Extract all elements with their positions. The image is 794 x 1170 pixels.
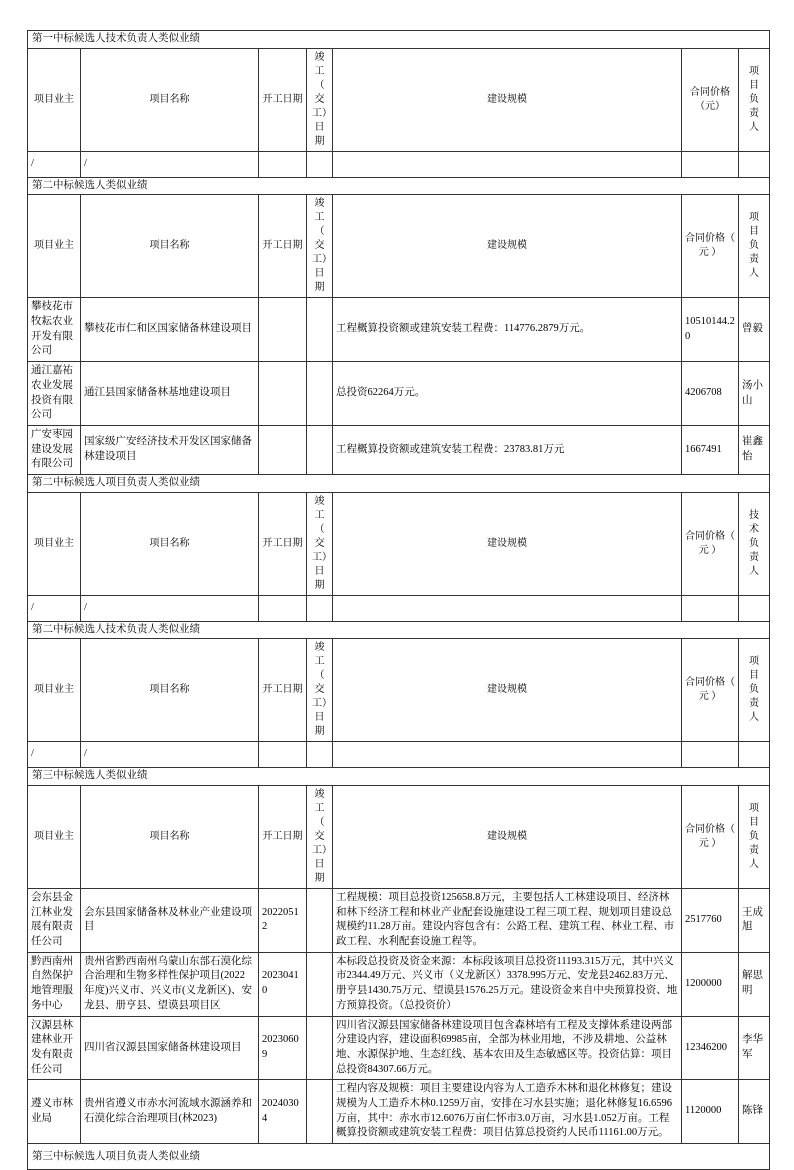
cell-project-owner: 广安枣园建设发展有限公司 <box>28 425 81 474</box>
cell-construction-scale <box>333 151 682 177</box>
cell-project-leader <box>739 151 770 177</box>
table-row <box>28 151 770 177</box>
cell-construction-scale: 工程规模：项目总投资125658.8万元，主要包括人工林建设项目、经济林和林下经济工程和林业产业配套设施建设工程三项工程、规划项目建设总规模约11.28万亩。建设内容包含有：公路工程、建筑工程、林业工程、市政工程、水利配套设施工程等。 <box>333 889 682 953</box>
header-project-leader: 项目负责人 <box>739 639 770 742</box>
section-title-row <box>28 474 770 492</box>
header-project-name: 项目名称 <box>81 786 259 889</box>
header-start-date: 开工日期 <box>259 786 307 889</box>
cell-construction-scale: 总投资62264万元。 <box>333 362 682 426</box>
table-header-row <box>28 786 770 889</box>
table-row <box>28 1016 770 1080</box>
cell-project-leader: 陈锋 <box>739 1080 770 1144</box>
cell-project-leader <box>739 595 770 621</box>
cell-project-name: 攀枝花市仁和区国家储备林建设项目 <box>81 298 259 362</box>
section-title: 第二中标候选人类似业绩 <box>28 177 770 195</box>
header-contract-price: 合同价格（ 元 ） <box>682 492 739 595</box>
cell-project-owner: 黔西南州自然保护地管理服务中心 <box>28 952 81 1016</box>
cell-contract-price: 4206708 <box>682 362 739 426</box>
header-contract-price: 合同价格（ 元 ） <box>682 195 739 298</box>
cell-project-leader: 汤小山 <box>739 362 770 426</box>
cell-project-name: 通江县国家储备林基地建设项目 <box>81 362 259 426</box>
cell-project-owner: 遵义市林业局 <box>28 1080 81 1144</box>
cell-contract-price: 1120000 <box>682 1080 739 1144</box>
cell-project-name: / <box>81 151 259 177</box>
cell-completion-date <box>307 151 333 177</box>
header-construction-scale: 建设规模 <box>333 48 682 151</box>
section-title: 第三中标候选人类似业绩 <box>28 768 770 786</box>
cell-completion-date <box>307 362 333 426</box>
cell-project-owner: / <box>28 742 81 768</box>
cell-construction-scale <box>333 742 682 768</box>
section-title: 第二中标候选人项目负责人类似业绩 <box>28 474 770 492</box>
cell-project-owner: / <box>28 151 81 177</box>
cell-completion-date <box>307 1080 333 1144</box>
header-project-leader: 技术负责人 <box>739 492 770 595</box>
cell-project-name: / <box>81 595 259 621</box>
cell-project-leader <box>739 742 770 768</box>
header-construction-scale: 建设规模 <box>333 492 682 595</box>
header-contract-price: 合同价格（ 元 ） <box>682 639 739 742</box>
header-project-name: 项目名称 <box>81 195 259 298</box>
cell-start-date: 20240304 <box>259 1080 307 1144</box>
cell-start-date: 20230410 <box>259 952 307 1016</box>
section-title: 第三中标候选人项目负责人类似业绩 <box>28 1144 770 1170</box>
cell-project-name: 贵州省黔西南州乌蒙山东部石漠化综合治理和生物多样性保护项目(2022年度)兴义市、兴义市(义龙新区)、安龙县、册亨县、望谟县项目区 <box>81 952 259 1016</box>
cell-completion-date <box>307 889 333 953</box>
header-construction-scale: 建设规模 <box>333 195 682 298</box>
cell-completion-date <box>307 952 333 1016</box>
bid-candidates-performance-table <box>27 30 770 1170</box>
header-project-owner: 项目业主 <box>28 639 81 742</box>
section-title-row <box>28 768 770 786</box>
table-row <box>28 362 770 426</box>
header-project-owner: 项目业主 <box>28 786 81 889</box>
cell-contract-price <box>682 742 739 768</box>
cell-project-owner: 攀枝花市牧耘农业开发有限公司 <box>28 298 81 362</box>
cell-project-name: 贵州省遵义市赤水河流域水源涵养和石漠化综合治理项目(林2023) <box>81 1080 259 1144</box>
cell-project-owner: / <box>28 595 81 621</box>
cell-completion-date <box>307 595 333 621</box>
header-project-name: 项目名称 <box>81 492 259 595</box>
cell-contract-price: 2517760 <box>682 889 739 953</box>
header-project-leader: 项目负责人 <box>739 786 770 889</box>
table-header-row <box>28 48 770 151</box>
cell-project-owner: 会东县金江林业发展有限责任公司 <box>28 889 81 953</box>
cell-construction-scale: 本标段总投资及资金来源：本标段该项目总投资11193.315万元，其中兴义市2344.49万元、兴义市（义龙新区）3378.995万元、安龙县2462.83万元、册亨县1430.75万元、望谟县1576.25万元。建设资金来自中央预算投资、地方预算投资。（总投资价） <box>333 952 682 1016</box>
header-contract-price: 合同价格（元） <box>682 48 739 151</box>
cell-project-name: 四川省汉源县国家储备林建设项目 <box>81 1016 259 1080</box>
header-project-leader: 项目负责人 <box>739 195 770 298</box>
cell-completion-date <box>307 298 333 362</box>
header-completion-date: 竣工（交工）日期 <box>307 195 333 298</box>
table-header-row <box>28 195 770 298</box>
cell-start-date: 20220512 <box>259 889 307 953</box>
header-completion-date: 竣工（交工）日期 <box>307 492 333 595</box>
section-title: 第二中标候选人技术负责人类似业绩 <box>28 621 770 639</box>
cell-contract-price <box>682 595 739 621</box>
table-row <box>28 595 770 621</box>
table-row <box>28 889 770 953</box>
cell-project-name: 国家级广安经济技术开发区国家储备林建设项目 <box>81 425 259 474</box>
cell-start-date <box>259 298 307 362</box>
cell-start-date <box>259 151 307 177</box>
header-completion-date: 竣工（交工）日期 <box>307 639 333 742</box>
table-header-row <box>28 492 770 595</box>
cell-completion-date <box>307 1016 333 1080</box>
cell-construction-scale: 工程内容及规模：项目主要建设内容为人工造乔木林和退化林修复；建设规模为人工造乔木林0.1259万亩，安排在习水县实施；退化林修复16.6596万亩，其中：赤水市12.6076万亩仁怀市3.0万亩，习水县1.052万亩。工程概算投资额或建筑安装工程费：项目估算总投资约人民币11161.00万元。 <box>333 1080 682 1144</box>
cell-project-leader: 王成旭 <box>739 889 770 953</box>
cell-completion-date <box>307 425 333 474</box>
header-project-owner: 项目业主 <box>28 492 81 595</box>
cell-construction-scale: 四川省汉源县国家储备林建设项目包含森林培有工程及支撑体系建设两部分建设内容，建设面积69985亩，全部为林业用地，不涉及耕地、公益林地、水源保护地、生态红线、基本农田及生态敏感区等。投资估算：项目总投资84307.66万元。 <box>333 1016 682 1080</box>
cell-start-date <box>259 362 307 426</box>
section-title-row <box>28 1144 770 1170</box>
table-row <box>28 1080 770 1144</box>
cell-project-leader: 解思明 <box>739 952 770 1016</box>
cell-contract-price <box>682 151 739 177</box>
header-construction-scale: 建设规模 <box>333 786 682 889</box>
table-row <box>28 952 770 1016</box>
cell-start-date <box>259 595 307 621</box>
cell-project-name: / <box>81 742 259 768</box>
cell-construction-scale: 工程概算投资额或建筑安装工程费：114776.2879万元。 <box>333 298 682 362</box>
cell-contract-price: 12346200 <box>682 1016 739 1080</box>
header-start-date: 开工日期 <box>259 48 307 151</box>
cell-project-owner: 汉源县林建林业开发有限责任公司 <box>28 1016 81 1080</box>
cell-contract-price: 1667491 <box>682 425 739 474</box>
cell-project-name: 会东县国家储备林及林业产业建设项目 <box>81 889 259 953</box>
header-project-owner: 项目业主 <box>28 195 81 298</box>
table-row <box>28 298 770 362</box>
header-construction-scale: 建设规模 <box>333 639 682 742</box>
table-row <box>28 742 770 768</box>
cell-project-owner: 通江嘉祐农业发展投资有限公司 <box>28 362 81 426</box>
cell-project-leader: 崔鑫怡 <box>739 425 770 474</box>
header-project-name: 项目名称 <box>81 639 259 742</box>
cell-start-date <box>259 425 307 474</box>
header-start-date: 开工日期 <box>259 492 307 595</box>
table-row <box>28 425 770 474</box>
header-start-date: 开工日期 <box>259 639 307 742</box>
section-title-row <box>28 177 770 195</box>
cell-construction-scale: 工程概算投资额或建筑安装工程费：23783.81万元 <box>333 425 682 474</box>
table-header-row <box>28 639 770 742</box>
header-start-date: 开工日期 <box>259 195 307 298</box>
cell-start-date <box>259 742 307 768</box>
header-project-owner: 项目业主 <box>28 48 81 151</box>
section-title: 第一中标候选人技术负责人类似业绩 <box>28 31 770 49</box>
cell-contract-price: 1200000 <box>682 952 739 1016</box>
header-contract-price: 合同价格（ 元 ） <box>682 786 739 889</box>
cell-project-leader: 李华军 <box>739 1016 770 1080</box>
cell-construction-scale <box>333 595 682 621</box>
cell-contract-price: 10510144.20 <box>682 298 739 362</box>
section-title-row <box>28 31 770 49</box>
section-title-row <box>28 621 770 639</box>
header-completion-date: 竣工（交工）日期 <box>307 786 333 889</box>
header-project-leader: 项目负责人 <box>739 48 770 151</box>
header-completion-date: 竣工（交工）日期 <box>307 48 333 151</box>
cell-start-date: 20230609 <box>259 1016 307 1080</box>
cell-completion-date <box>307 742 333 768</box>
cell-project-leader: 曾毅 <box>739 298 770 362</box>
header-project-name: 项目名称 <box>81 48 259 151</box>
